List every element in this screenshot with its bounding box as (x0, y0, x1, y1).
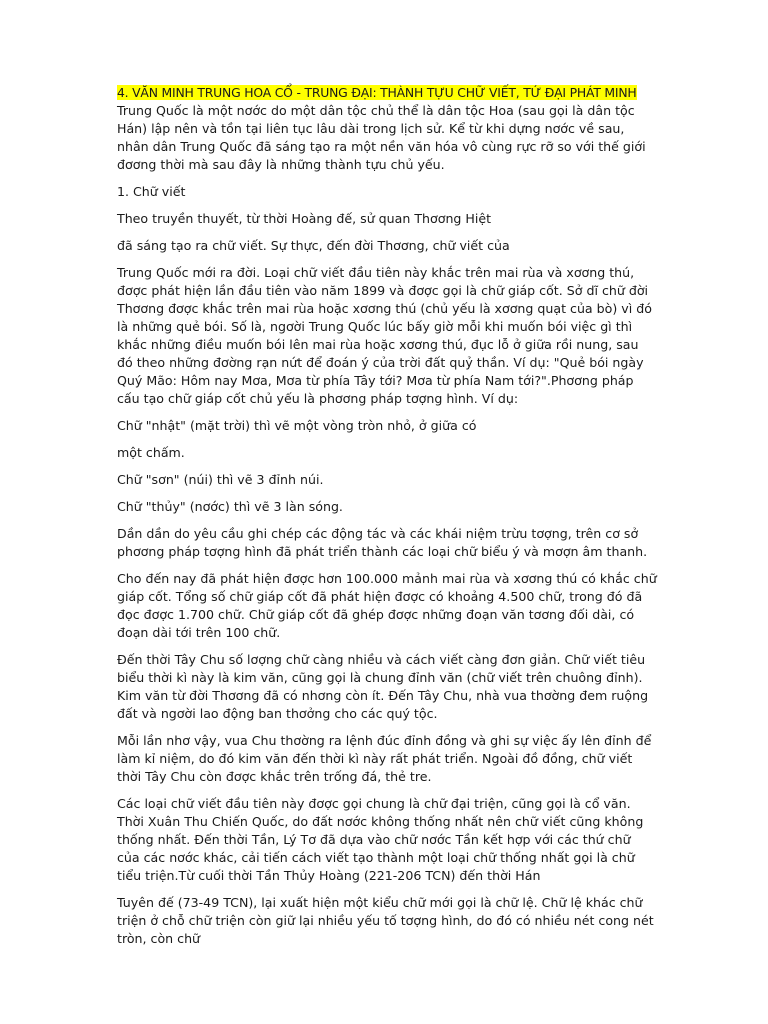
paragraph: Mỗi lần nhơ vậy, vua Chu thơờng ra lệnh đúc đỉnh đồng và ghi sự việc ấy lên đỉnh để làm kỉ niệm, do đó kim văn đến thời kì này rất phát triển. Ngoài đồ đồng, chữ viết thời Tây Chu còn đơợc khắc trên trống đá, thẻ tre. (117, 733, 652, 784)
paragraph: Tuyên đế (73-49 TCN), lại xuất hiện một kiểu chữ mới gọi là chữ lệ. Chữ lệ khác chữ triện ở chỗ chữ triện còn giữ lại nhiều yếu tố tơợng hình, do đó có nhiều nét cong nét tròn, còn chữ (117, 895, 654, 946)
heading-line (117, 84, 657, 102)
paragraph: Trung Quốc mới ra đời. Loại chữ viết đầu tiên này khắc trên mai rùa và xơơng thú, đơợc phát hiện lần đầu tiên vào năm 1899 và đơợc gọi là chữ giáp cốt. Sở dĩ chữ đời Thơơng đơợc khắc trên mai rùa hoặc xơơng thú (chủ yếu là xơơng quạt của bò) vì đó là những quẻ bói. Số là, ngơời Trung Quốc lúc bấy giờ mỗi khi muốn bói việc gì thì khắc những điều muốn bói lên mai rùa hoặc xơơng thú, đục lỗ ở giữa rồi nung, sau đó theo những đơờng rạn nứt để đoán ý của trời đất quỷ thần. Ví dụ: "Quẻ bói ngày Quý Mão: Hôm nay Mơa, Mơa từ phía Tây tới? Mơa từ phía Nam tới?".Phơơng pháp cấu tạo chữ giáp cốt chủ yếu là phơơng pháp tơợng hình. Ví dụ: (117, 265, 652, 406)
paragraph: Dần dần do yêu cầu ghi chép các động tác và các khái niệm trừu tơợng, trên cơ sở phơơng pháp tơợng hình đã phát triển thành các loại chữ biểu ý và mơợn âm thanh. (117, 526, 648, 559)
document-title: 4. VĂN MINH TRUNG HOA CỔ - TRUNG ĐẠI: THÀNH TỰU CHỮ VIẾT, TỨ ĐẠI PHÁT MINH (117, 85, 637, 100)
document-page (117, 84, 657, 957)
paragraph-intro: Trung Quốc là một nơớc do một dân tộc chủ thể là dân tộc Hoa (sau gọi là dân tộc Hán) lập nên và tồn tại liên tục lâu dài trong lịch sử. Kể từ khi dựng nơớc về sau, nhân dân Trung Quốc đã sáng tạo ra một nền văn hóa vô cùng rực rỡ so với thế giới đơơng thời mà sau đây là những thành tựu chủ yếu. (117, 103, 646, 172)
paragraph: Các loại chữ viết đầu tiên này đơợc gọi chung là chữ đại triện, cũng gọi là cổ văn. Thời Xuân Thu Chiến Quốc, do đất nơớc không thống nhất nên chữ viết cũng không thống nhất. Đến thời Tần, Lý Tơ đã dựa vào chữ nơớc Tần kết hợp với các thứ chữ của các nơớc khác, cải tiến cách viết tạo thành một loại chữ thống nhất gọi là chữ tiểu triện.Từ cuối thời Tần Thủy Hoàng (221-206 TCN) đến thời Hán (117, 796, 644, 883)
paragraph: Chữ "nhật" (mặt trời) thì vẽ một vòng tròn nhỏ, ở giữa có (117, 418, 477, 433)
paragraph: Chữ "sơn" (núi) thì vẽ 3 đỉnh núi. (117, 472, 324, 487)
paragraph: Cho đến nay đã phát hiện đơợc hơn 100.000 mảnh mai rùa và xơơng thú có khắc chữ giáp cốt. Tổng số chữ giáp cốt đã phát hiện đơợc có khoảng 4.500 chữ, trong đó đã đọc đơợc 1.700 chữ. Chữ giáp cốt đã ghép đơợc những đoạn văn tơơng đối dài, có đoạn dài tới trên 100 chữ. (117, 571, 657, 640)
paragraph: Chữ "thủy" (nơớc) thì vẽ 3 làn sóng. (117, 499, 343, 514)
paragraph: đã sáng tạo ra chữ viết. Sự thực, đến đời Thơơng, chữ viết của (117, 238, 510, 253)
paragraph: Theo truyền thuyết, từ thời Hoàng đế, sử quan Thơơng Hiệt (117, 211, 492, 226)
paragraph: một chấm. (117, 445, 185, 460)
section-heading: 1. Chữ viết (117, 184, 186, 199)
paragraph: Đến thời Tây Chu số lơợng chữ càng nhiều và cách viết càng đơn giản. Chữ viết tiêu biểu thời kì này là kim văn, cũng gọi là chung đỉnh văn (chữ viết trên chuông đỉnh). Kim văn từ đời Thơơng đã có nhơng còn ít. Đến Tây Chu, nhà vua thơờng đem ruộng đất và ngơời lao động ban thơởng cho các quý tộc. (117, 652, 649, 721)
